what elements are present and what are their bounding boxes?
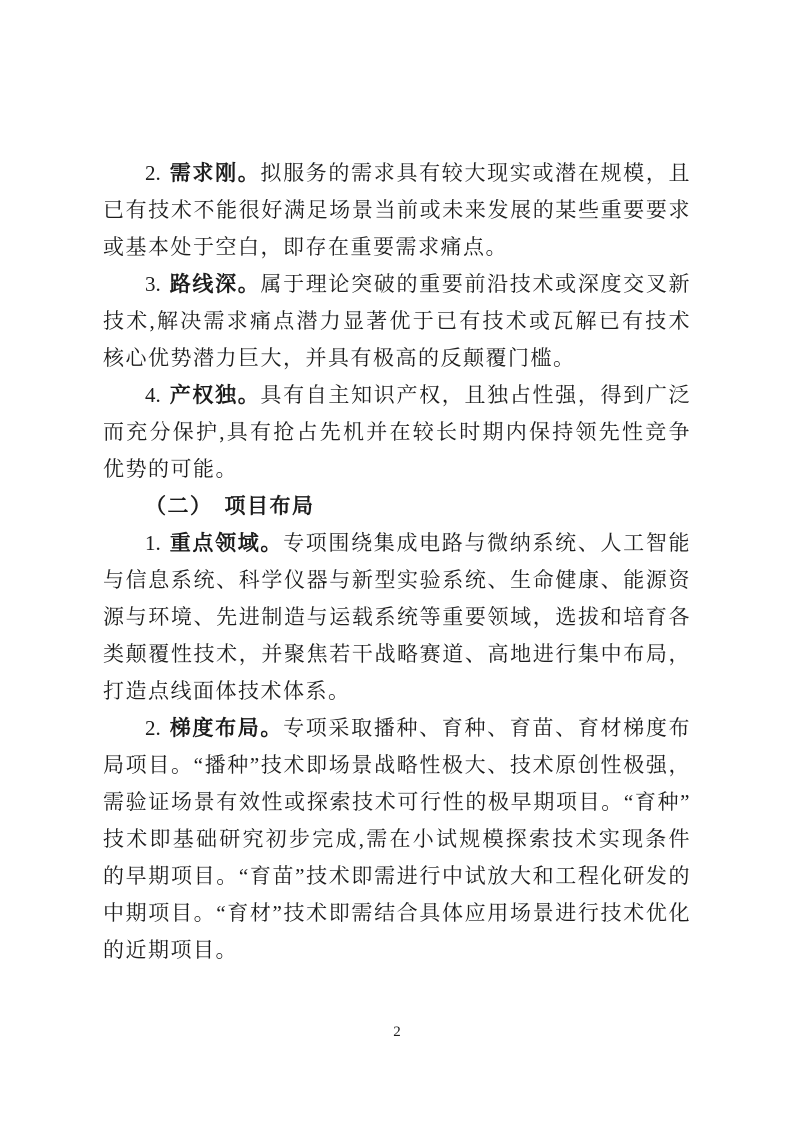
item-lead: 产权独。 <box>169 383 261 407</box>
item-number: 1. <box>145 531 161 555</box>
item-number: 2. <box>145 161 161 185</box>
item-lead: 梯度布局。 <box>169 716 284 740</box>
numbered-paragraph-gradient-layout <box>103 710 691 969</box>
document-body <box>103 155 691 969</box>
item-lead: 需求刚。 <box>169 161 261 185</box>
item-number: 4. <box>145 383 161 407</box>
section-heading-project-layout <box>103 488 691 525</box>
item-lead: 重点领域。 <box>169 531 284 555</box>
item-body: 具有自主知识产权，且独占性强，得到广泛而充分保护,具有抢占先机并在较长时期内保持领先性竞争优势的可能。 <box>103 383 692 481</box>
page-number: 2 <box>393 1024 401 1040</box>
item-body: 拟服务的需求具有较大现实或潜在规模，且已有技术不能很好满足场景当前或未来发展的某些重要要求或基本处于空白，即存在重要需求痛点。 <box>103 161 692 259</box>
item-body: 属于理论突破的重要前沿技术或深度交叉新技术,解决需求痛点潜力显著优于已有技术或瓦解已有技术核心优势潜力巨大，并具有极高的反颠覆门槛。 <box>103 272 692 370</box>
item-number: 3. <box>145 272 161 296</box>
numbered-paragraph-property <box>103 377 691 488</box>
item-body: 专项采取播种、育种、育苗、育材梯度布局项目。“播种”技术即场景战略性极大、技术原创性极强，需验证场景有效性或探索技术可行性的极早期项目。“育种”技术即基础研究初步完成,需在小试规模探索技术实现条件的早期项目。“育苗”技术即需进行中试放大和工程化研发的中期项目。“育材”技术即需结合具体应用场景进行技术优化的近期项目。 <box>103 716 692 962</box>
numbered-paragraph-demand <box>103 155 691 266</box>
numbered-paragraph-key-areas <box>103 525 691 710</box>
section-heading-text: （二） 项目布局 <box>145 494 315 518</box>
numbered-paragraph-route <box>103 266 691 377</box>
item-number: 2. <box>145 716 161 740</box>
item-lead: 路线深。 <box>169 272 261 296</box>
item-body: 专项围绕集成电路与微纳系统、人工智能与信息系统、科学仪器与新型实验系统、生命健康、能源资源与环境、先进制造与运载系统等重要领域，选拔和培育各类颠覆性技术，并聚焦若干战略赛道、高地进行集中布局，打造点线面体技术体系。 <box>103 531 692 703</box>
